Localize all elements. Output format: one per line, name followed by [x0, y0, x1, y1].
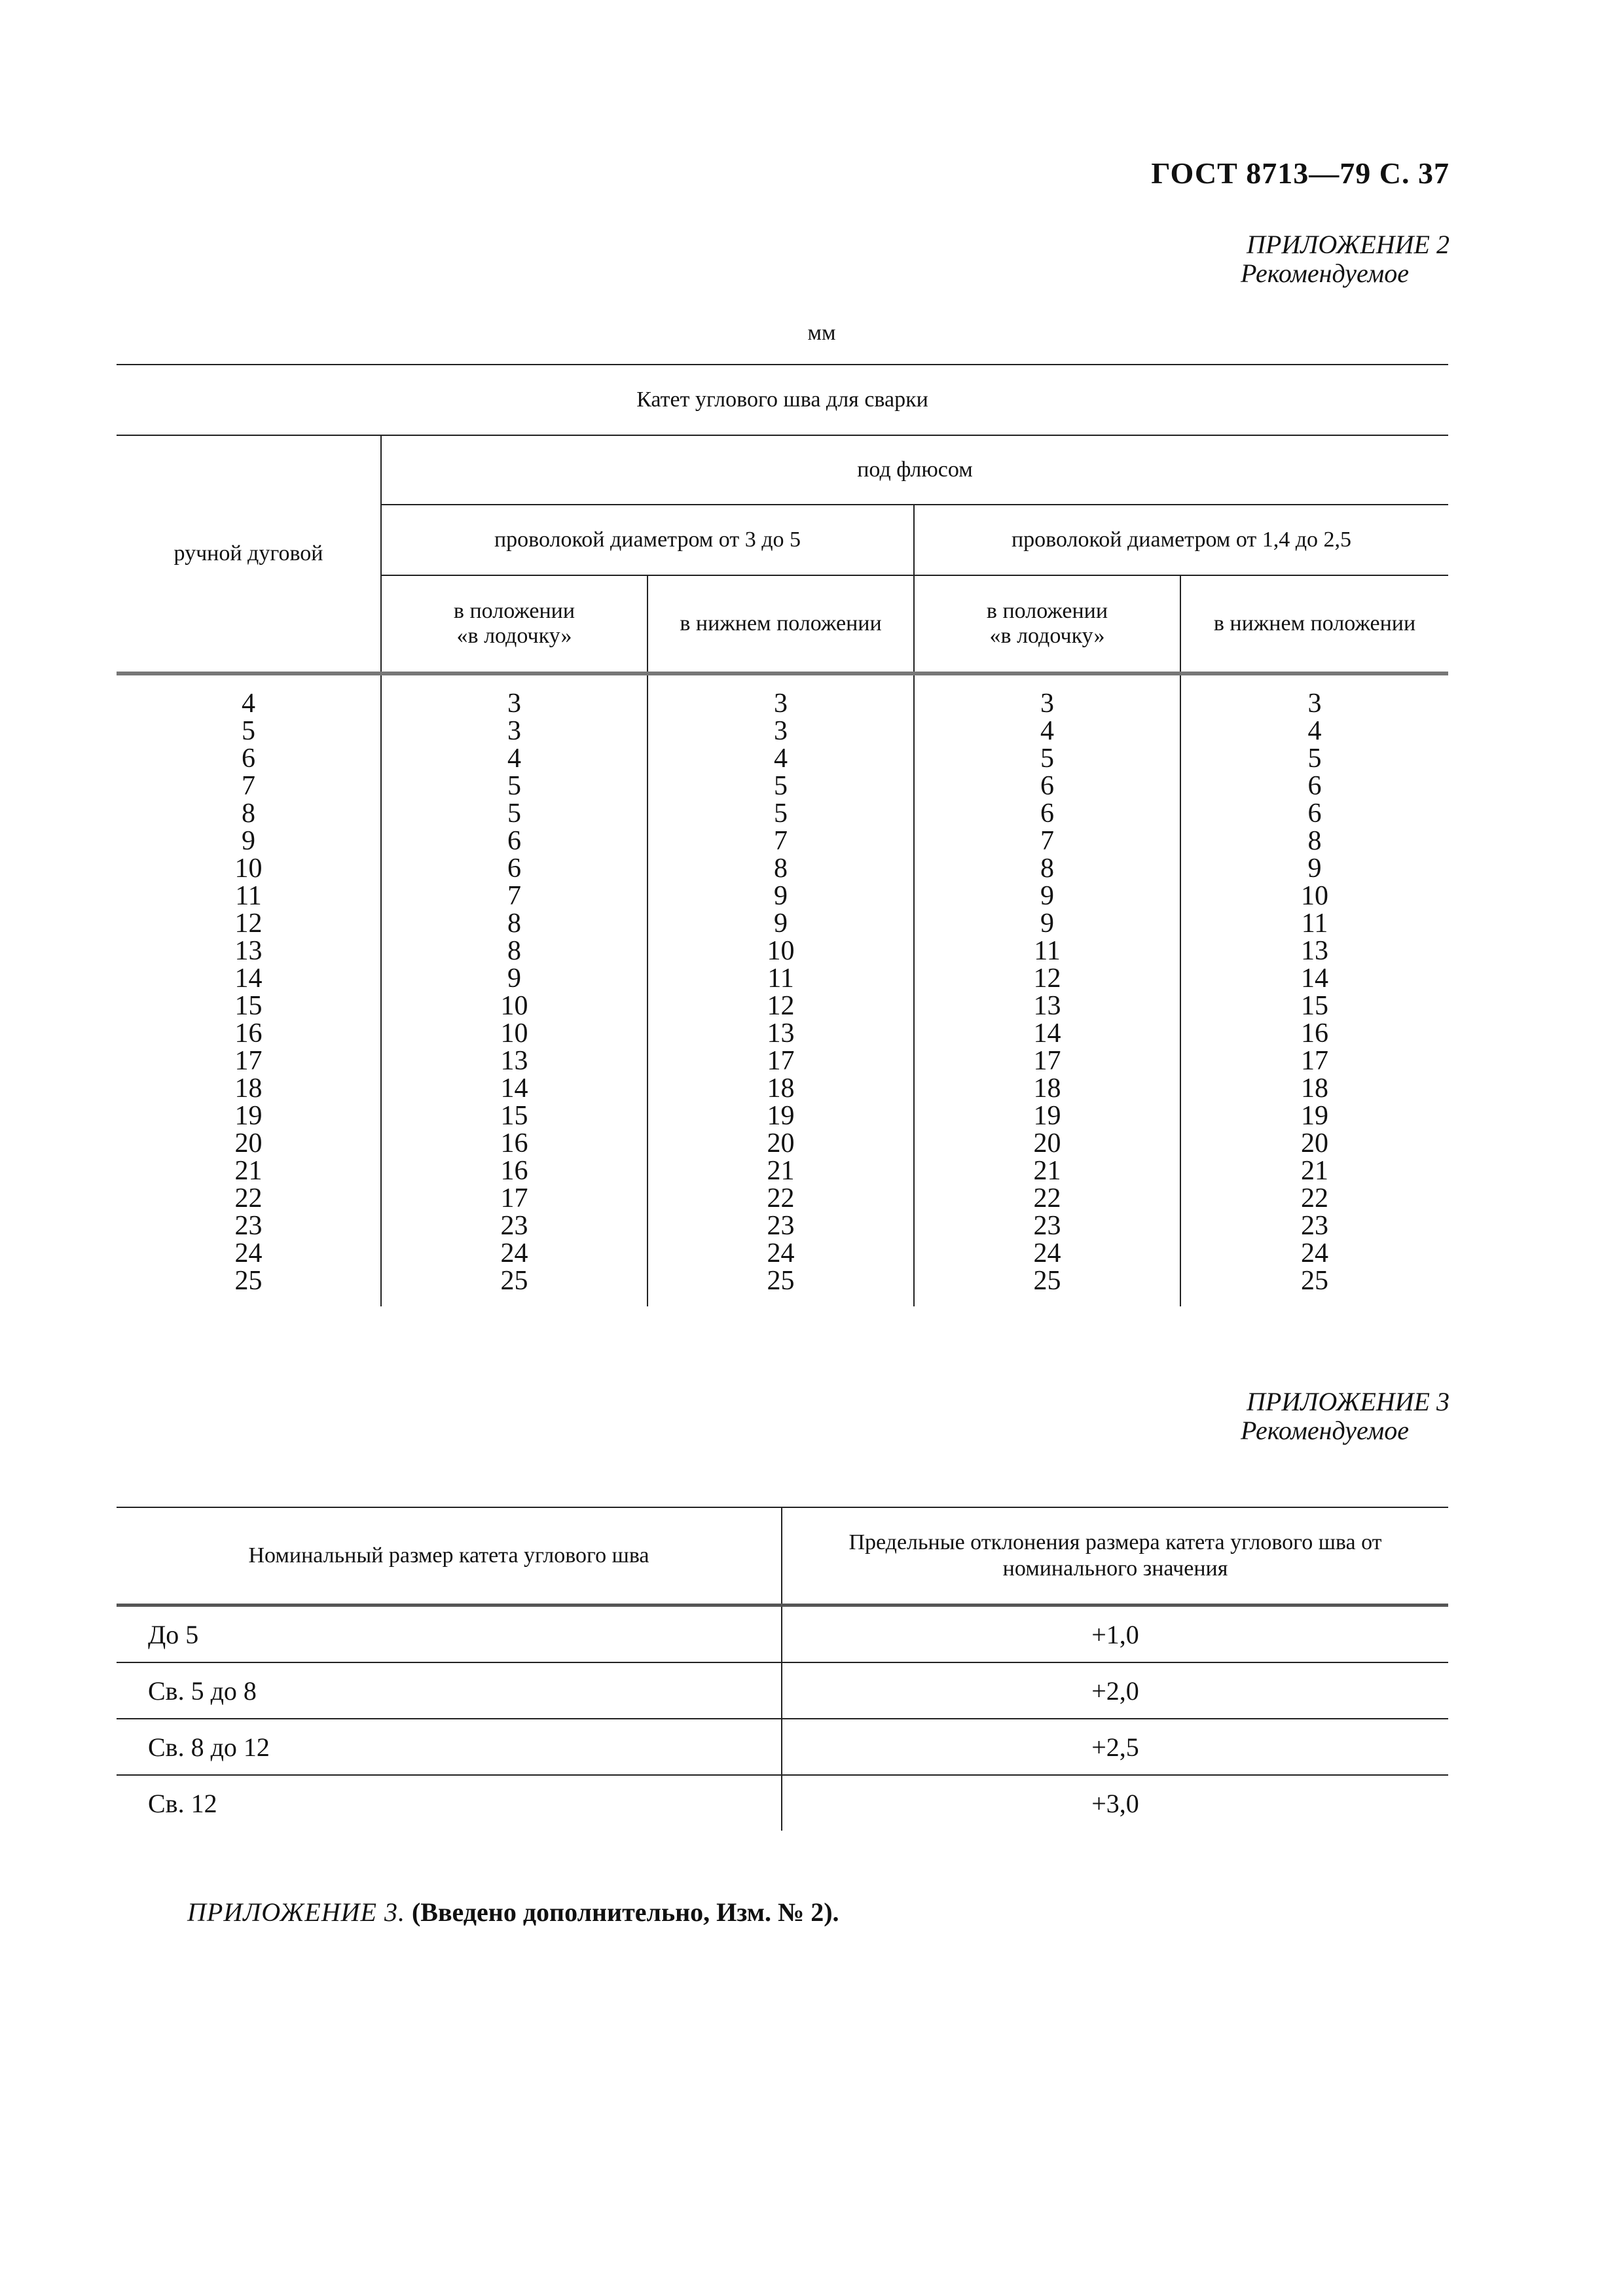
table-cell: 3 [914, 673, 1180, 717]
table-cell: 9 [647, 910, 914, 937]
table-cell: 7 [381, 882, 647, 910]
table-cell: 21 [647, 1157, 914, 1185]
table-cell: 18 [1180, 1075, 1448, 1102]
table-cell: 3 [381, 717, 647, 745]
units-label: мм [807, 321, 836, 345]
standard-header: ГОСТ 8713—79 С. 37 [1151, 156, 1450, 190]
col-header-flat-2: в нижнем положении [1180, 575, 1448, 673]
col-header-boat-2: в положении «в лодочку» [914, 575, 1180, 673]
col-header-manual: ручной дуговой [117, 435, 381, 673]
table-row [117, 1240, 1448, 1267]
table-cell: 9 [914, 882, 1180, 910]
table-cell: 10 [1180, 882, 1448, 910]
table-cell: 24 [1180, 1240, 1448, 1267]
table-cell: 20 [1180, 1130, 1448, 1157]
deviation-cell: +3,0 [782, 1775, 1448, 1831]
table-cell: 8 [647, 855, 914, 882]
subheader-wire-1-4-2-5: проволокой диаметром от 1,4 до 2,5 [914, 505, 1448, 575]
table-row [117, 772, 1448, 800]
table-cell: 25 [647, 1267, 914, 1306]
col-header-flat-1: в нижнем положении [647, 575, 914, 673]
nominal-size-cell: Св. 8 до 12 [117, 1719, 782, 1775]
group-header-flux: под флюсом [381, 435, 1448, 505]
table-cell: 25 [914, 1267, 1180, 1306]
table-cell: 10 [234, 853, 263, 884]
deviation-table [117, 1507, 1448, 1831]
table-row [117, 1605, 1448, 1663]
table-cell: 5 [647, 772, 914, 800]
table-cell: 14 [234, 963, 263, 994]
table-cell: 22 [914, 1185, 1180, 1212]
table-cell: 4 [242, 689, 255, 719]
table-row [117, 855, 1448, 882]
table-cell: 17 [914, 1047, 1180, 1075]
table-cell: 5 [381, 800, 647, 827]
table-row [117, 882, 1448, 910]
table-cell: 23 [647, 1212, 914, 1240]
appendix-3-heading [1241, 1388, 1450, 1445]
table-cell: 5 [1180, 745, 1448, 772]
amendment-note [187, 1897, 839, 1928]
table-cell: 25 [381, 1267, 647, 1306]
table-cell: 4 [1180, 717, 1448, 745]
table-cell: 19 [234, 1101, 263, 1131]
table-cell: 3 [381, 673, 647, 717]
table-cell: 14 [914, 1020, 1180, 1047]
table-cell: 3 [647, 673, 914, 717]
table-cell: 6 [1180, 772, 1448, 800]
table-cell: 12 [234, 908, 263, 939]
table-cell: 5 [914, 745, 1180, 772]
table-row [117, 965, 1448, 992]
table-cell: 21 [914, 1157, 1180, 1185]
table-cell: 22 [234, 1183, 263, 1213]
table-row [117, 1047, 1448, 1075]
table-cell: 5 [381, 772, 647, 800]
table-cell: 23 [914, 1212, 1180, 1240]
table-cell: 10 [381, 1020, 647, 1047]
table-row [117, 1157, 1448, 1185]
table-row [117, 1267, 1448, 1306]
table-cell: 24 [381, 1240, 647, 1267]
table-row [117, 800, 1448, 827]
table-cell: 18 [647, 1075, 914, 1102]
table-cell: 6 [1180, 800, 1448, 827]
table-cell: 8 [242, 798, 255, 829]
table-cell: 4 [381, 745, 647, 772]
table-cell: 23 [381, 1212, 647, 1240]
table-cell: 11 [647, 965, 914, 992]
table-cell: 20 [234, 1128, 263, 1158]
table-row [117, 827, 1448, 855]
table-cell: 20 [647, 1130, 914, 1157]
nominal-size-cell: До 5 [117, 1605, 782, 1663]
table-cell: 9 [647, 882, 914, 910]
table-cell: 9 [1180, 855, 1448, 882]
table-cell: 13 [381, 1047, 647, 1075]
table-cell: 21 [1180, 1157, 1448, 1185]
table-cell: 15 [381, 1102, 647, 1130]
weld-leg-table-body [117, 673, 1448, 1306]
table-cell: 7 [914, 827, 1180, 855]
table-cell: 16 [234, 1018, 263, 1049]
table-cell: 24 [914, 1240, 1180, 1267]
table-row [117, 1775, 1448, 1831]
table-cell: 14 [1180, 965, 1448, 992]
table-cell: 7 [242, 771, 255, 801]
table-cell: 8 [381, 910, 647, 937]
table-cell: 16 [1180, 1020, 1448, 1047]
nominal-size-cell: Св. 5 до 8 [117, 1662, 782, 1719]
table-cell: 9 [381, 965, 647, 992]
table-cell: 24 [647, 1240, 914, 1267]
table-row [117, 745, 1448, 772]
table-cell: 4 [647, 745, 914, 772]
table-cell: 17 [234, 1046, 263, 1076]
table-cell: 18 [234, 1073, 263, 1103]
table-cell: 19 [1180, 1102, 1448, 1130]
table-row [117, 992, 1448, 1020]
table-row [117, 1075, 1448, 1102]
appendix-2-title: ПРИЛОЖЕНИЕ 2 [1247, 230, 1450, 259]
table-cell: 11 [1180, 910, 1448, 937]
appendix-2-heading [1241, 230, 1450, 288]
table-cell: 6 [242, 744, 255, 774]
table-cell: 3 [1180, 673, 1448, 717]
nominal-size-cell: Св. 12 [148, 1788, 217, 1818]
table-cell: 5 [647, 800, 914, 827]
table-cell: 5 [242, 716, 255, 746]
table-row [117, 673, 1448, 717]
table-cell: 9 [914, 910, 1180, 937]
table-row [117, 1662, 1448, 1719]
table-cell: 13 [1180, 937, 1448, 965]
col-header-deviation: Предельные отклонения размера катета углового шва от номинального значения [782, 1507, 1448, 1605]
table-cell: 10 [381, 992, 647, 1020]
table-cell: 6 [381, 827, 647, 855]
table-cell: 15 [1180, 992, 1448, 1020]
table-cell: 19 [914, 1102, 1180, 1130]
table-row [117, 1020, 1448, 1047]
table-cell: 3 [647, 717, 914, 745]
deviation-cell: +2,0 [782, 1662, 1448, 1719]
table-row [117, 1719, 1448, 1775]
appendix-3-status: Рекомендуемое [1240, 1416, 1409, 1445]
deviation-cell: +2,5 [782, 1719, 1448, 1775]
table-cell: 21 [234, 1156, 263, 1186]
subheader-wire-3-5: проволокой диаметром от 3 до 5 [381, 505, 914, 575]
table-cell: 13 [647, 1020, 914, 1047]
table-cell: 10 [647, 937, 914, 965]
table-cell: 9 [242, 826, 255, 856]
table-row [117, 937, 1448, 965]
table-cell: 12 [647, 992, 914, 1020]
appendix-2-status: Рекомендуемое [1240, 259, 1409, 288]
table-cell: 4 [914, 717, 1180, 745]
table-cell: 22 [647, 1185, 914, 1212]
table-row [117, 717, 1448, 745]
weld-leg-table [117, 364, 1448, 1306]
amendment-note-label: ПРИЛОЖЕНИЕ 3. [187, 1897, 405, 1927]
table-cell: 25 [234, 1266, 263, 1296]
table-cell: 6 [381, 855, 647, 882]
table-cell: 20 [914, 1130, 1180, 1157]
table-row [117, 1102, 1448, 1130]
table-cell: 17 [1180, 1047, 1448, 1075]
table-cell: 6 [914, 800, 1180, 827]
table-cell: 23 [1180, 1212, 1448, 1240]
table-cell: 14 [381, 1075, 647, 1102]
table-cell: 25 [1180, 1267, 1448, 1306]
table-row [117, 1185, 1448, 1212]
appendix-3-title: ПРИЛОЖЕНИЕ 3 [1247, 1387, 1450, 1416]
table-cell: 8 [1180, 827, 1448, 855]
table-cell: 11 [235, 881, 262, 911]
table-cell: 6 [914, 772, 1180, 800]
table-row [117, 910, 1448, 937]
table-cell: 8 [914, 855, 1180, 882]
table-cell: 17 [647, 1047, 914, 1075]
table-cell: 12 [914, 965, 1180, 992]
col-header-boat-1: в положении «в лодочку» [381, 575, 647, 673]
amendment-note-text: (Введено дополнительно, Изм. № 2). [411, 1897, 839, 1927]
table-cell: 19 [647, 1102, 914, 1130]
table-cell: 13 [914, 992, 1180, 1020]
table-cell: 16 [381, 1130, 647, 1157]
table-cell: 15 [234, 991, 263, 1021]
table-cell: 24 [234, 1238, 263, 1268]
table-row [117, 1212, 1448, 1240]
table-cell: 8 [381, 937, 647, 965]
table-cell: 17 [381, 1185, 647, 1212]
table-cell: 11 [914, 937, 1180, 965]
table-cell: 22 [1180, 1185, 1448, 1212]
table-cell: 18 [914, 1075, 1180, 1102]
table-cell: 23 [234, 1211, 263, 1241]
table-row [117, 1130, 1448, 1157]
deviation-cell: +1,0 [782, 1605, 1448, 1663]
table-cell: 13 [234, 936, 263, 966]
table-main-header: Катет углового шва для сварки [117, 365, 1448, 435]
table-cell: 7 [647, 827, 914, 855]
col-header-nominal: Номинальный размер катета углового шва [117, 1507, 782, 1605]
table-cell: 16 [381, 1157, 647, 1185]
